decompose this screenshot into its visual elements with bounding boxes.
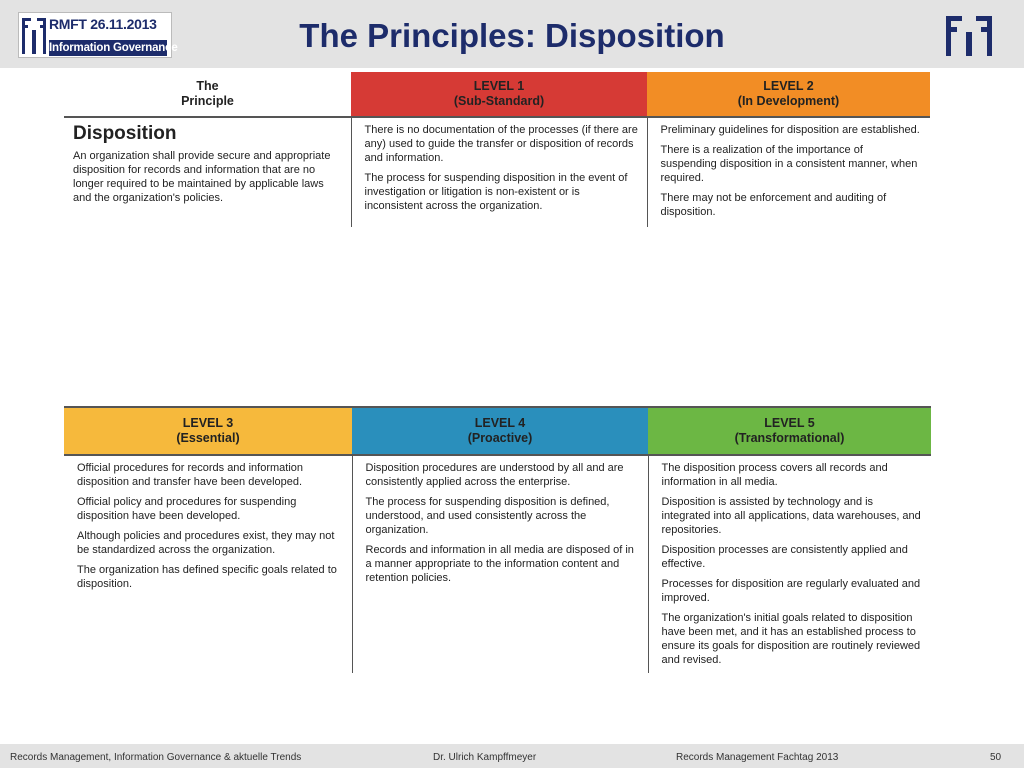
page-title: The Principles: Disposition — [299, 17, 725, 54]
badge-event-label: RMFT 26.11.2013 — [49, 16, 157, 32]
criteria-item: The process for suspending disposition is defined, understood, and used consistently across the organization. — [365, 496, 610, 536]
criteria-item: There is a realization of the importance of suspending disposition in a consistent manner, when required. — [660, 144, 918, 184]
criteria-item: Preliminary guidelines for disposition are established. — [660, 124, 920, 136]
footer-bar — [0, 744, 1024, 768]
level-2-cell — [647, 117, 930, 227]
principle-name: Disposition — [73, 123, 177, 144]
level-4-cell — [352, 455, 648, 673]
criteria-item: The organization's initial goals related to disposition have been met, and it has an established process to ensure its goals for disposition are routinely reviewed and revised. — [661, 612, 921, 666]
criteria-item: Disposition procedures are understood by all and are consistently applied across the enterprise. — [365, 462, 624, 488]
pm-logo-icon — [944, 14, 994, 58]
header-bar — [0, 0, 1024, 68]
principle-cell — [64, 117, 351, 227]
page-number: 50 — [990, 752, 1002, 763]
header-level-3: LEVEL 3 (Essential) — [64, 407, 352, 455]
criteria-item: Disposition processes are consistently applied and effective. — [661, 544, 908, 570]
criteria-item: Official procedures for records and information disposition and transfer have been developed. — [77, 462, 304, 488]
criteria-item: The organization has defined specific goals related to disposition. — [77, 564, 337, 590]
level-1-cell — [351, 117, 647, 227]
criteria-item: There may not be enforcement and auditing of disposition. — [660, 192, 887, 218]
footer-event: Records Management Fachtag 2013 — [676, 752, 839, 763]
criteria-item: Records and information in all media are disposed of in a manner appropriate to the information content and retention policies. — [365, 544, 634, 584]
header-level-4: LEVEL 4 (Proactive) — [352, 407, 648, 455]
criteria-item: Official policy and procedures for suspending disposition have been developed. — [77, 496, 297, 522]
maturity-table-bottom — [64, 406, 931, 673]
maturity-table-top — [64, 72, 930, 227]
footer-author: Dr. Ulrich Kampffmeyer — [433, 752, 537, 763]
criteria-item: Disposition is assisted by technology and is integrated into all applications, data warehouses, and repositories. — [661, 496, 921, 536]
criteria-item: There is no documentation of the processes (if there are any) used to guide the transfer or disposition of records and information. — [364, 124, 638, 164]
header-level-2: LEVEL 2 (In Development) — [647, 72, 930, 117]
footer-left-text: Records Management, Information Governance & aktuelle Trends — [10, 752, 302, 763]
level-5-cell — [648, 455, 931, 673]
level-3-cell — [64, 455, 352, 673]
header-level-5: LEVEL 5 (Transformational) — [648, 407, 931, 455]
criteria-item: The process for suspending disposition in the event of investigation or litigation is non-existent or is inconsistent across the organization. — [364, 172, 628, 212]
criteria-item: Although policies and procedures exist, they may not be standardized across the organization. — [77, 530, 335, 556]
principle-description: An organization shall provide secure and appropriate disposition for records and information that are no longer required to be maintained by applicable laws and the organization's policies. — [73, 150, 331, 204]
header-principle: The Principle — [64, 72, 351, 117]
badge-topic-label: Information Governance — [49, 42, 178, 54]
criteria-item: The disposition process covers all records and information in all media. — [661, 462, 888, 488]
header-level-1: LEVEL 1 (Sub-Standard) — [351, 72, 647, 117]
criteria-item: Processes for disposition are regularly evaluated and improved. — [661, 578, 921, 604]
